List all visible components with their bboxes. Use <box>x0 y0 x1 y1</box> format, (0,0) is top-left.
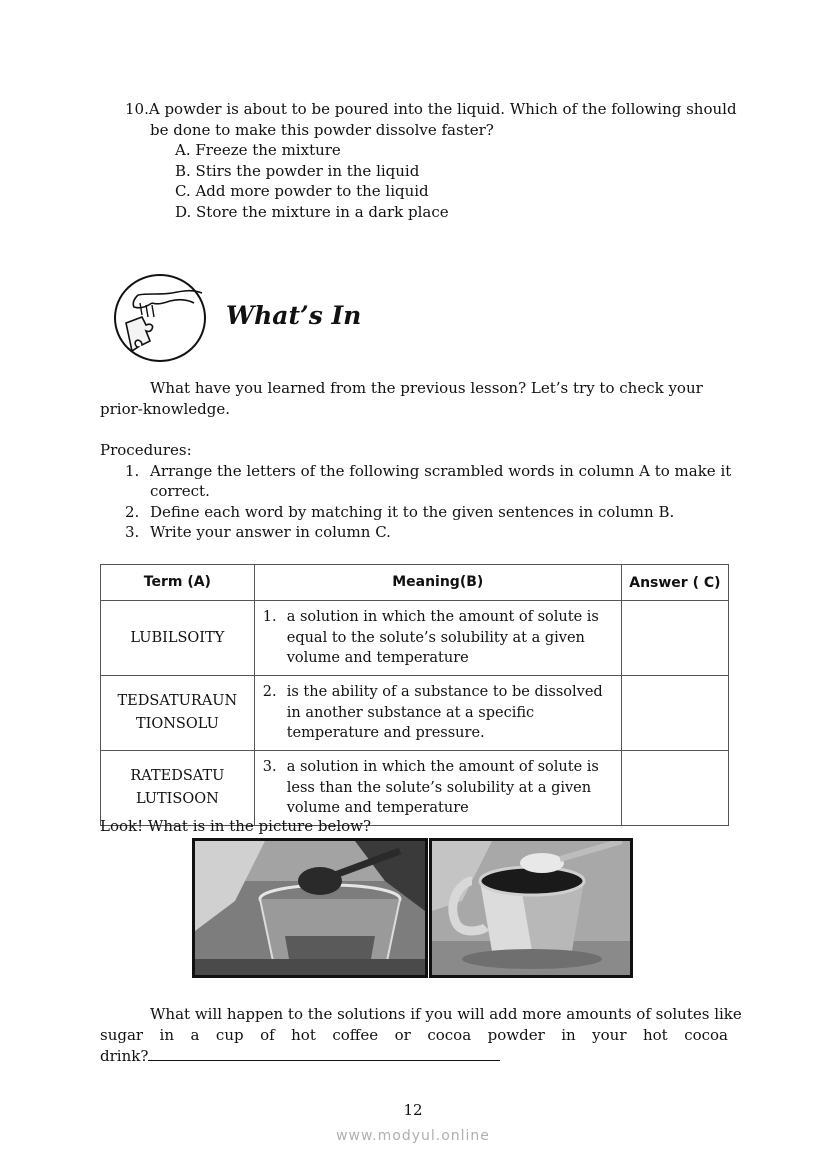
meaning-cell <box>254 601 621 676</box>
term-text: TEDSATURAUN <box>117 693 238 709</box>
option-c: C. Add more powder to the liquid <box>175 182 429 200</box>
intro-line2: prior-knowledge. <box>100 400 230 418</box>
table-row <box>101 601 729 676</box>
term-text: RATEDSATU <box>130 768 225 784</box>
step-2-number: 2. <box>125 503 140 521</box>
term-cell <box>101 751 255 826</box>
question-10-line1: 10.A powder is about to be poured into the liquid. Which of the following should <box>125 100 737 118</box>
term-text: LUTISOON <box>135 791 219 807</box>
procedures-heading: Procedures: <box>100 441 192 459</box>
option-a: A. Freeze the mixture <box>175 141 341 159</box>
header-term: Term (A) <box>101 565 255 601</box>
question-10-line2: be done to make this powder dissolve faster? <box>150 121 494 139</box>
hand-puzzle-piece-icon <box>112 273 208 363</box>
header-meaning: Meaning(B) <box>254 565 621 601</box>
option-b: B. Stirs the powder in the liquid <box>175 162 420 180</box>
look-prompt: Look! What is in the picture below? <box>100 817 372 835</box>
meaning-number: 3. <box>262 759 277 776</box>
step-1-line1: Arrange the letters of the following scrambled words in column A to make it <box>150 462 732 480</box>
question-line3-text: drink? <box>100 1047 149 1065</box>
intro-line1: What have you learned from the previous lesson? Let’s try to check your <box>150 379 703 397</box>
term-text: LUBILSOITY <box>130 629 225 646</box>
header-answer: Answer ( C) <box>621 565 728 601</box>
question-line3 <box>100 1046 500 1066</box>
page-number: 12 <box>403 1101 423 1119</box>
answer-cell[interactable] <box>621 751 728 826</box>
table-header-row <box>101 565 729 601</box>
answer-blank[interactable] <box>148 1046 500 1061</box>
glass-powder-picture <box>192 838 428 978</box>
step-1-line2: correct. <box>150 482 210 500</box>
term-cell <box>101 601 255 676</box>
meaning-text: is the ability of a substance to be dissolved in another substance at a specific temperature and pressure. <box>286 684 603 742</box>
answer-cell[interactable] <box>621 676 728 751</box>
meaning-cell <box>254 751 621 826</box>
meaning-cell <box>254 676 621 751</box>
question-line2: sugar in a cup of hot coffee or cocoa powder in your hot cocoa <box>100 1026 728 1044</box>
term-text: TIONSOLU <box>135 716 219 732</box>
step-3-number: 3. <box>125 523 140 541</box>
watermark: www.modyul.online <box>336 1128 490 1144</box>
table-row <box>101 676 729 751</box>
step-2-line1: Define each word by matching it to the given sentences in column B. <box>150 503 675 521</box>
term-cell <box>101 676 255 751</box>
meaning-number: 1. <box>262 609 277 626</box>
terms-table <box>100 564 729 826</box>
meaning-text: a solution in which the amount of solute is equal to the solute’s solubility at a given volume and temperature <box>286 609 599 667</box>
table-row <box>101 751 729 826</box>
option-d: D. Store the mixture in a dark place <box>175 203 449 221</box>
section-title: What’s In <box>226 301 362 330</box>
question-line1: What will happen to the solutions if you will add more amounts of solutes like <box>150 1005 742 1023</box>
step-1-number: 1. <box>125 462 140 480</box>
meaning-text: a solution in which the amount of solute is less than the solute’s solubility at a given volume and temperature <box>286 759 599 817</box>
answer-cell[interactable] <box>621 601 728 676</box>
step-3-line1: Write your answer in column C. <box>150 523 391 541</box>
meaning-number: 2. <box>262 684 277 701</box>
coffee-cup-picture <box>429 838 633 978</box>
